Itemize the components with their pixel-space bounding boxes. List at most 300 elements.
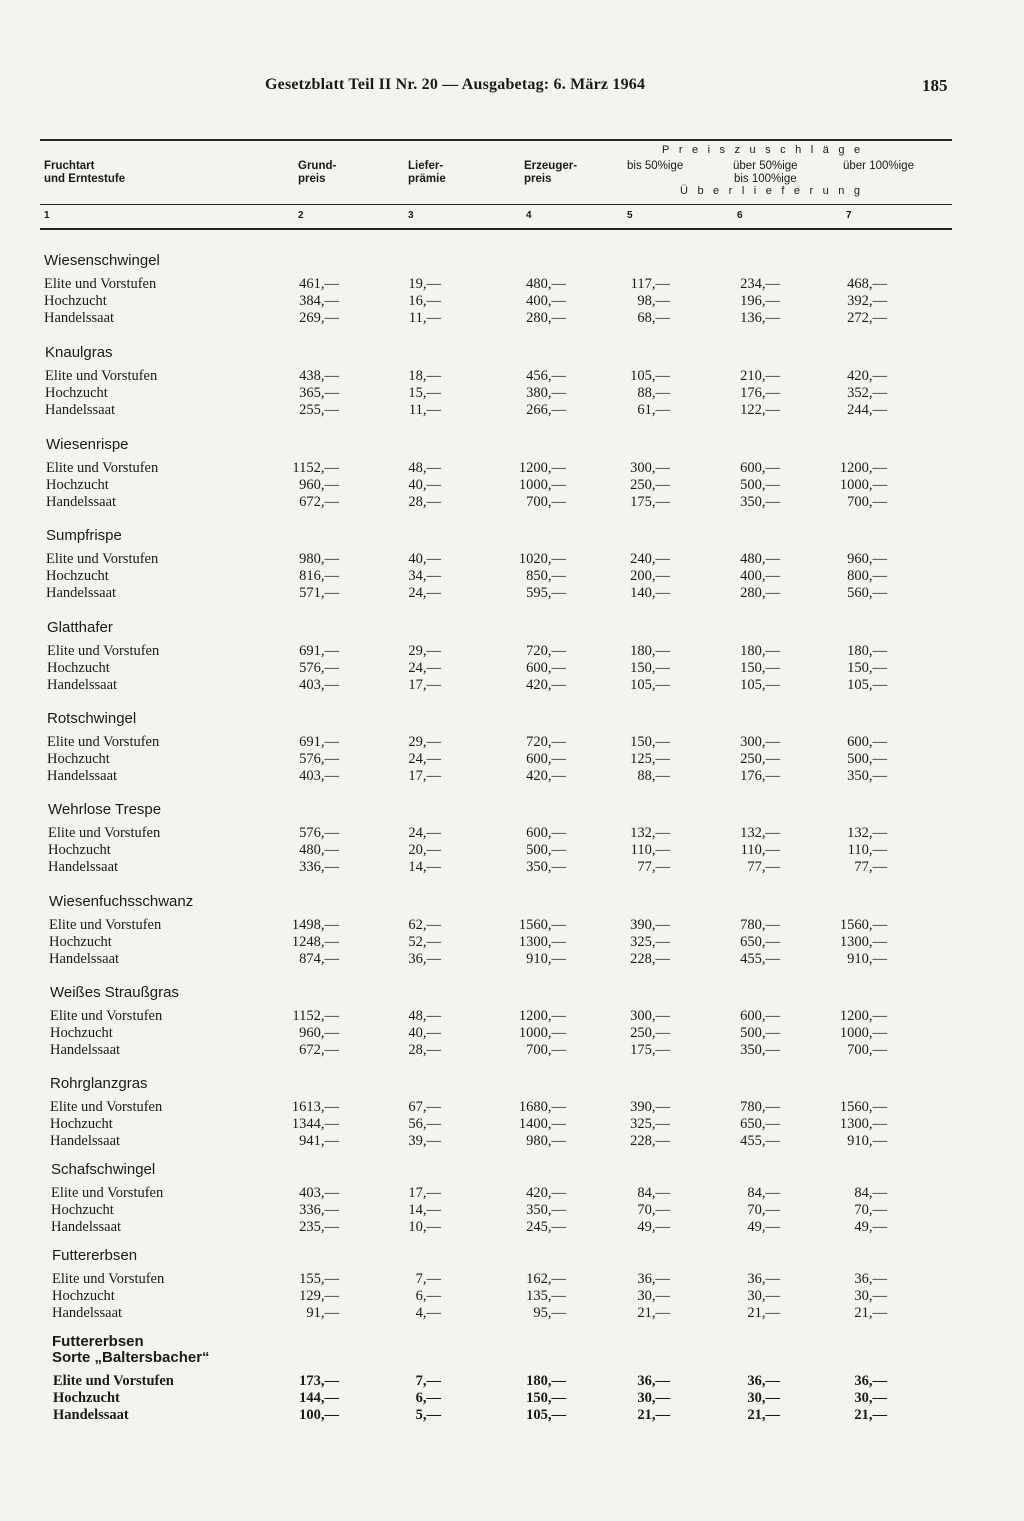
crop-group-title: Sumpfrispe [46, 527, 122, 544]
price-cell: 132,— [630, 825, 670, 841]
price-cell: 36,— [747, 1373, 780, 1389]
col-head-erzeugerpreis [524, 160, 577, 186]
price-cell: 144,— [299, 1390, 339, 1406]
price-cell: 455,— [740, 1133, 780, 1149]
header-divider [40, 204, 952, 205]
row-label: Elite und Vorstufen [49, 917, 162, 933]
row-label: Handelssaat [44, 310, 115, 326]
price-cell: 105,— [847, 677, 887, 693]
price-cell: 122,— [740, 402, 780, 418]
col-head-lieferpraemie-line2: prämie [408, 173, 446, 185]
crop-group-title: Glatthafer [47, 619, 113, 636]
price-cell: 36,— [854, 1271, 887, 1287]
price-cell: 245,— [526, 1219, 566, 1235]
price-cell: 105,— [630, 368, 670, 384]
price-cell: 150,— [740, 660, 780, 676]
price-cell: 110,— [630, 842, 670, 858]
price-cell: 600,— [526, 825, 566, 841]
table-row [0, 751, 1024, 768]
price-cell: 600,— [847, 734, 887, 750]
price-cell: 1000,— [518, 477, 566, 493]
price-cell: 48,— [408, 1008, 441, 1024]
price-cell: 350,— [740, 1042, 780, 1058]
price-cell: 403,— [299, 1185, 339, 1201]
col-head-erzeugerpreis-line2: preis [524, 173, 552, 185]
price-cell: 40,— [408, 551, 441, 567]
price-cell: 850,— [526, 568, 566, 584]
row-label: Elite und Vorstufen [51, 1185, 164, 1201]
table-row [0, 1008, 1024, 1025]
price-cell: 135,— [526, 1288, 566, 1304]
price-cell: 70,— [747, 1202, 780, 1218]
price-cell: 10,— [408, 1219, 441, 1235]
price-cell: 691,— [299, 643, 339, 659]
price-cell: 420,— [526, 768, 566, 784]
price-cell: 28,— [408, 494, 441, 510]
price-cell: 21,— [637, 1305, 670, 1321]
row-label: Handelssaat [50, 1042, 121, 1058]
table-row [0, 660, 1024, 677]
col-head-lieferpraemie [408, 160, 446, 186]
price-cell: 39,— [408, 1133, 441, 1149]
price-cell: 691,— [299, 734, 339, 750]
price-cell: 77,— [854, 859, 887, 875]
price-cell: 960,— [299, 1025, 339, 1041]
price-cell: 176,— [740, 385, 780, 401]
price-cell: 1498,— [291, 917, 339, 933]
table-row [0, 1025, 1024, 1042]
price-cell: 24,— [408, 585, 441, 601]
price-cell: 1000,— [839, 477, 887, 493]
price-cell: 595,— [526, 585, 566, 601]
price-cell: 400,— [740, 568, 780, 584]
price-cell: 17,— [408, 768, 441, 784]
price-cell: 1300,— [839, 1116, 887, 1132]
price-cell: 30,— [637, 1390, 670, 1406]
price-cell: 95,— [533, 1305, 566, 1321]
price-cell: 403,— [299, 768, 339, 784]
price-cell: 910,— [526, 951, 566, 967]
row-label: Handelssaat [49, 951, 120, 967]
row-label: Elite und Vorstufen [48, 825, 161, 841]
table-row [0, 1288, 1024, 1305]
price-cell: 129,— [299, 1288, 339, 1304]
price-cell: 196,— [740, 293, 780, 309]
table-row [0, 310, 1024, 327]
table-row [0, 1373, 1024, 1390]
table-row [0, 368, 1024, 385]
price-cell: 365,— [299, 385, 339, 401]
price-cell: 700,— [526, 494, 566, 510]
table-row [0, 385, 1024, 402]
row-label: Elite und Vorstufen [50, 1008, 163, 1024]
price-cell: 125,— [630, 751, 670, 767]
price-cell: 6,— [415, 1288, 441, 1304]
table-row [0, 568, 1024, 585]
price-cell: 700,— [847, 494, 887, 510]
table-row [0, 734, 1024, 751]
col-head-delivery: Überlieferung [680, 185, 870, 197]
price-cell: 34,— [408, 568, 441, 584]
price-cell: 500,— [526, 842, 566, 858]
crop-group-title: Wiesenschwingel [44, 252, 160, 269]
price-cell: 24,— [408, 825, 441, 841]
crop-group-subtitle: Sorte „Baltersbacher“ [52, 1349, 210, 1366]
price-cell: 21,— [854, 1407, 887, 1423]
price-cell: 234,— [740, 276, 780, 292]
price-cell: 88,— [637, 385, 670, 401]
price-cell: 392,— [847, 293, 887, 309]
row-label: Hochzucht [46, 477, 109, 493]
price-cell: 21,— [854, 1305, 887, 1321]
column-number-1: 1 [44, 210, 50, 221]
row-label: Elite und Vorstufen [45, 368, 158, 384]
crop-group-title: Rohrglanzgras [50, 1075, 148, 1092]
price-cell: 350,— [847, 768, 887, 784]
price-cell: 456,— [526, 368, 566, 384]
price-cell: 7,— [415, 1271, 441, 1287]
price-cell: 180,— [740, 643, 780, 659]
price-cell: 438,— [299, 368, 339, 384]
row-label: Elite und Vorstufen [44, 276, 157, 292]
price-cell: 100,— [299, 1407, 339, 1423]
price-cell: 84,— [854, 1185, 887, 1201]
column-number-6: 6 [737, 210, 743, 221]
price-cell: 200,— [630, 568, 670, 584]
table-top-rule [40, 139, 952, 141]
crop-group-title: Futtererbsen [52, 1333, 144, 1350]
price-cell: 480,— [299, 842, 339, 858]
price-cell: 30,— [854, 1390, 887, 1406]
price-cell: 1000,— [518, 1025, 566, 1041]
price-cell: 420,— [526, 1185, 566, 1201]
price-cell: 280,— [740, 585, 780, 601]
table-row [0, 477, 1024, 494]
price-cell: 30,— [854, 1288, 887, 1304]
price-cell: 150,— [630, 734, 670, 750]
price-cell: 800,— [847, 568, 887, 584]
row-label: Hochzucht [44, 293, 107, 309]
table-row [0, 643, 1024, 660]
table-row [0, 1305, 1024, 1322]
col-head-crop-line1: Fruchtart [44, 160, 95, 172]
price-cell: 21,— [637, 1407, 670, 1423]
price-cell: 62,— [408, 917, 441, 933]
price-cell: 117,— [630, 276, 670, 292]
col-head-grundpreis [298, 160, 336, 186]
price-cell: 300,— [630, 1008, 670, 1024]
price-cell: 14,— [408, 1202, 441, 1218]
price-cell: 132,— [847, 825, 887, 841]
price-cell: 325,— [630, 934, 670, 950]
price-cell: 1560,— [839, 1099, 887, 1115]
col-head-crop [44, 160, 125, 186]
row-label: Handelssaat [53, 1407, 129, 1423]
price-cell: 150,— [630, 660, 670, 676]
price-cell: 21,— [747, 1407, 780, 1423]
price-cell: 1344,— [291, 1116, 339, 1132]
price-cell: 272,— [847, 310, 887, 326]
price-cell: 1200,— [518, 1008, 566, 1024]
price-cell: 21,— [747, 1305, 780, 1321]
price-cell: 91,— [306, 1305, 339, 1321]
price-cell: 1560,— [518, 917, 566, 933]
price-cell: 910,— [847, 1133, 887, 1149]
col-head-grundpreis-line2: preis [298, 173, 326, 185]
column-number-7: 7 [846, 210, 852, 221]
table-row [0, 842, 1024, 859]
table-row [0, 768, 1024, 785]
price-cell: 500,— [740, 1025, 780, 1041]
crop-group-title: Futtererbsen [52, 1247, 138, 1264]
table-row [0, 1042, 1024, 1059]
table-row [0, 551, 1024, 568]
price-cell: 140,— [630, 585, 670, 601]
price-cell: 500,— [740, 477, 780, 493]
table-row [0, 1099, 1024, 1116]
row-label: Hochzucht [49, 934, 112, 950]
price-cell: 16,— [408, 293, 441, 309]
price-cell: 244,— [847, 402, 887, 418]
price-cell: 1200,— [518, 460, 566, 476]
row-label: Hochzucht [47, 660, 110, 676]
table-row [0, 677, 1024, 694]
price-cell: 36,— [854, 1373, 887, 1389]
price-cell: 480,— [740, 551, 780, 567]
price-cell: 70,— [637, 1202, 670, 1218]
page-header [0, 76, 1024, 98]
col-head-surcharge-title: Preiszuschläge [662, 144, 870, 156]
col-head-crop-line2: und Erntestufe [44, 173, 126, 185]
price-cell: 336,— [299, 859, 339, 875]
price-cell: 228,— [630, 1133, 670, 1149]
price-cell: 132,— [740, 825, 780, 841]
price-cell: 960,— [299, 477, 339, 493]
price-cell: 180,— [630, 643, 670, 659]
table-row [0, 859, 1024, 876]
price-cell: 403,— [299, 677, 339, 693]
price-cell: 49,— [854, 1219, 887, 1235]
price-cell: 384,— [299, 293, 339, 309]
price-cell: 960,— [847, 551, 887, 567]
column-number-3: 3 [408, 210, 414, 221]
price-cell: 874,— [299, 951, 339, 967]
price-cell: 40,— [408, 1025, 441, 1041]
crop-group-title: Knaulgras [45, 344, 113, 361]
price-cell: 250,— [740, 751, 780, 767]
table-row [0, 1219, 1024, 1236]
price-cell: 155,— [299, 1271, 339, 1287]
price-cell: 11,— [408, 402, 441, 418]
price-cell: 19,— [408, 276, 441, 292]
column-number-2: 2 [298, 210, 304, 221]
row-label: Handelssaat [50, 1133, 121, 1149]
table-row [0, 293, 1024, 310]
price-cell: 56,— [408, 1116, 441, 1132]
price-cell: 36,— [747, 1271, 780, 1287]
row-label: Handelssaat [48, 859, 119, 875]
price-cell: 350,— [526, 1202, 566, 1218]
row-label: Hochzucht [46, 568, 109, 584]
price-cell: 11,— [408, 310, 441, 326]
price-cell: 1248,— [291, 934, 339, 950]
price-cell: 250,— [630, 477, 670, 493]
crop-group-title: Wehrlose Trespe [48, 801, 162, 818]
price-cell: 5,— [415, 1407, 441, 1423]
row-label: Handelssaat [46, 585, 117, 601]
col-head-50-100-line1: über 50%ige [733, 160, 798, 172]
price-cell: 105,— [630, 677, 670, 693]
row-label: Elite und Vorstufen [46, 551, 159, 567]
row-label: Elite und Vorstufen [53, 1373, 174, 1389]
price-cell: 105,— [740, 677, 780, 693]
table-row [0, 460, 1024, 477]
price-cell: 49,— [637, 1219, 670, 1235]
price-cell: 105,— [526, 1407, 566, 1423]
price-cell: 18,— [408, 368, 441, 384]
price-cell: 67,— [408, 1099, 441, 1115]
price-cell: 150,— [526, 1390, 566, 1406]
price-cell: 250,— [630, 1025, 670, 1041]
price-cell: 650,— [740, 1116, 780, 1132]
price-cell: 380,— [526, 385, 566, 401]
price-cell: 816,— [299, 568, 339, 584]
price-cell: 98,— [637, 293, 670, 309]
price-cell: 720,— [526, 734, 566, 750]
price-cell: 576,— [299, 751, 339, 767]
price-cell: 280,— [526, 310, 566, 326]
price-cell: 780,— [740, 1099, 780, 1115]
row-label: Hochzucht [47, 751, 110, 767]
price-cell: 480,— [526, 276, 566, 292]
row-label: Elite und Vorstufen [47, 643, 160, 659]
price-cell: 136,— [740, 310, 780, 326]
column-number-4: 4 [526, 210, 532, 221]
page-number: 185 [922, 76, 948, 95]
price-cell: 40,— [408, 477, 441, 493]
table-row [0, 1407, 1024, 1424]
price-cell: 700,— [847, 1042, 887, 1058]
crop-group-title: Schafschwingel [51, 1161, 156, 1178]
crop-group-title: Rotschwingel [47, 710, 137, 727]
price-cell: 420,— [526, 677, 566, 693]
price-cell: 61,— [637, 402, 670, 418]
price-cell: 210,— [740, 368, 780, 384]
price-cell: 1613,— [291, 1099, 339, 1115]
price-cell: 77,— [747, 859, 780, 875]
col-head-upto-50: bis 50%ige [627, 160, 684, 172]
table-row [0, 934, 1024, 951]
row-label: Elite und Vorstufen [52, 1271, 165, 1287]
table-row [0, 494, 1024, 511]
table-row [0, 825, 1024, 842]
price-cell: 48,— [408, 460, 441, 476]
row-label: Hochzucht [52, 1288, 115, 1304]
price-cell: 780,— [740, 917, 780, 933]
price-cell: 941,— [299, 1133, 339, 1149]
price-cell: 173,— [299, 1373, 339, 1389]
table-row [0, 1133, 1024, 1150]
price-cell: 672,— [299, 494, 339, 510]
price-cell: 1680,— [518, 1099, 566, 1115]
price-cell: 910,— [847, 951, 887, 967]
price-cell: 30,— [747, 1390, 780, 1406]
price-cell: 228,— [630, 951, 670, 967]
row-label: Handelssaat [52, 1305, 123, 1321]
price-cell: 175,— [630, 1042, 670, 1058]
price-cell: 36,— [637, 1373, 670, 1389]
col-head-50-100-line2: bis 100%ige [733, 173, 797, 185]
row-label: Hochzucht [51, 1202, 114, 1218]
price-cell: 29,— [408, 643, 441, 659]
price-cell: 352,— [847, 385, 887, 401]
col-head-over-100: über 100%ige [843, 160, 914, 172]
table-row [0, 1390, 1024, 1407]
price-cell: 325,— [630, 1116, 670, 1132]
price-cell: 1200,— [839, 1008, 887, 1024]
price-cell: 1200,— [839, 460, 887, 476]
row-label: Elite und Vorstufen [47, 734, 160, 750]
price-cell: 30,— [637, 1288, 670, 1304]
price-cell: 980,— [299, 551, 339, 567]
price-cell: 600,— [526, 751, 566, 767]
crop-group-title: Wiesenrispe [46, 436, 129, 453]
price-cell: 461,— [299, 276, 339, 292]
price-cell: 1152,— [292, 460, 339, 476]
price-cell: 600,— [740, 1008, 780, 1024]
price-cell: 576,— [299, 825, 339, 841]
price-cell: 720,— [526, 643, 566, 659]
price-cell: 350,— [526, 859, 566, 875]
crop-group-title: Weißes Straußgras [50, 984, 179, 1001]
row-label: Hochzucht [50, 1025, 113, 1041]
price-cell: 175,— [630, 494, 670, 510]
row-label: Elite und Vorstufen [50, 1099, 163, 1115]
col-head-50-100 [733, 160, 798, 186]
price-cell: 84,— [637, 1185, 670, 1201]
table-row [0, 1116, 1024, 1133]
row-label: Handelssaat [47, 677, 118, 693]
price-cell: 672,— [299, 1042, 339, 1058]
price-cell: 68,— [637, 310, 670, 326]
table-row [0, 951, 1024, 968]
row-label: Handelssaat [47, 768, 118, 784]
price-cell: 17,— [408, 677, 441, 693]
price-cell: 150,— [847, 660, 887, 676]
row-label: Hochzucht [53, 1390, 120, 1406]
price-cell: 24,— [408, 751, 441, 767]
page-title: Gesetzblatt Teil II Nr. 20 — Ausgabetag: 6. März 1964 [265, 76, 646, 93]
price-cell: 468,— [847, 276, 887, 292]
price-cell: 650,— [740, 934, 780, 950]
price-cell: 70,— [854, 1202, 887, 1218]
price-cell: 980,— [526, 1133, 566, 1149]
price-cell: 28,— [408, 1042, 441, 1058]
price-cell: 235,— [299, 1219, 339, 1235]
price-cell: 4,— [415, 1305, 441, 1321]
price-cell: 49,— [747, 1219, 780, 1235]
price-cell: 269,— [299, 310, 339, 326]
price-cell: 576,— [299, 660, 339, 676]
price-cell: 240,— [630, 551, 670, 567]
price-cell: 15,— [408, 385, 441, 401]
price-cell: 560,— [847, 585, 887, 601]
price-cell: 162,— [526, 1271, 566, 1287]
col-head-lieferpraemie-line1: Liefer- [408, 160, 444, 172]
price-cell: 17,— [408, 1185, 441, 1201]
price-cell: 420,— [847, 368, 887, 384]
price-cell: 176,— [740, 768, 780, 784]
